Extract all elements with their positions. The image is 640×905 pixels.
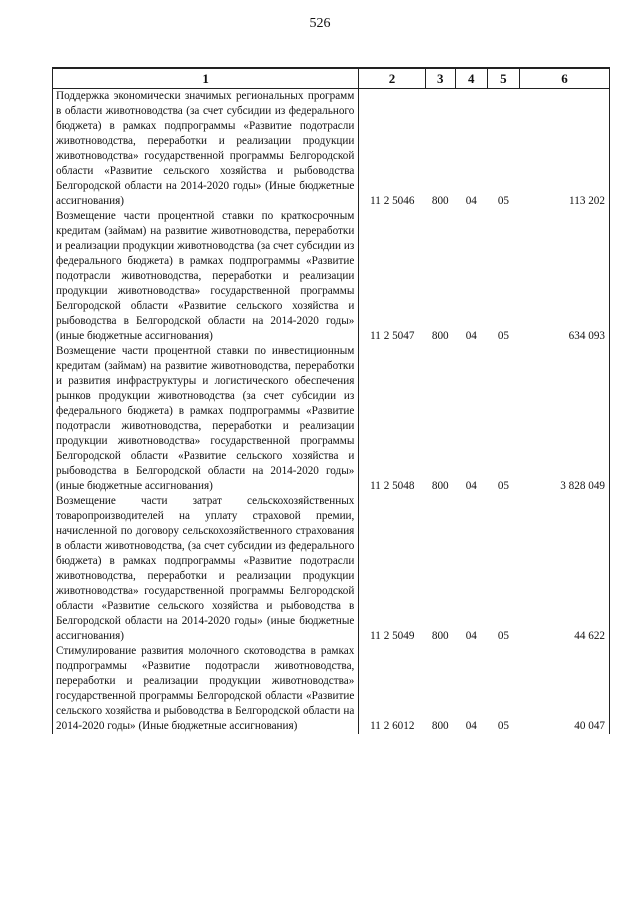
row-col-3: 800 <box>431 195 449 207</box>
header-col-1: 1 <box>53 68 359 89</box>
row-code: 11 2 6012 <box>370 720 415 732</box>
row-col-3: 800 <box>431 630 449 642</box>
row-description: Стимулирование развития молочного скотоводства в рамках подпрограммы «Развитие подотрасли животноводства, переработки и реализации продукции животноводства» государственной программы Белгородской области «Развитие сельского хозяйства и рыбоводства в Белгородской области на 2014-2020 годы» (Иные бюджетные ассигнования) <box>53 644 359 734</box>
row-col-4: 04 <box>465 480 477 492</box>
row-code: 11 2 5048 <box>370 480 415 492</box>
row-col-4: 04 <box>465 720 477 732</box>
row-amount: 634 093 <box>519 209 609 344</box>
row-col-4: 04 <box>465 630 477 642</box>
row-col-4: 04 <box>465 330 477 342</box>
row-col-4: 04 <box>465 195 477 207</box>
header-col-4: 4 <box>455 68 487 89</box>
row-code: 11 2 5049 <box>370 630 415 642</box>
row-amount: 3 828 049 <box>519 344 609 494</box>
row-amount: 44 622 <box>519 494 609 644</box>
table-row <box>53 494 610 644</box>
header-col-5: 5 <box>487 68 519 89</box>
table-row <box>53 89 610 210</box>
page-number: 526 <box>309 16 331 31</box>
row-col-5: 05 <box>497 480 510 492</box>
header-col-3: 3 <box>425 68 455 89</box>
row-col-5: 05 <box>497 630 510 642</box>
row-amount: 40 047 <box>519 644 609 734</box>
row-amount: 113 202 <box>519 89 609 210</box>
header-col-6: 6 <box>519 68 609 89</box>
row-description: Поддержка экономически значимых региональных программ в области животноводства (за счет субсидии из федерального бюджета) в рамках подпрограммы «Развитие подотрасли животноводства, переработки и реализации продукции животноводства» государственной программы Белгородской области «Развитие сельского хозяйства и рыбоводства Белгородской области на 2014-2020 годы» (Иные бюджетные ассигнования) <box>53 89 359 210</box>
row-code: 11 2 5047 <box>370 330 415 342</box>
row-code: 11 2 5046 <box>370 195 415 207</box>
row-description: Возмещение части затрат сельскохозяйственных товаропроизводителей на уплату страховой премии, начисленной по договору сельскохозяйственного страхования в области животноводства, (за счет субсидии из федерального бюджета) в рамках подпрограммы «Развитие подотрасли животноводства, переработки и реализации продукции животноводства» государственной программы Белгородской области «Развитие сельского хозяйства и рыбоводства в Белгородской области на 2014-2020 годы» (иные бюджетные ассигнования) <box>53 494 359 644</box>
row-col-5: 05 <box>497 720 510 732</box>
table-row <box>53 644 610 734</box>
table-row <box>53 209 610 344</box>
header-col-2: 2 <box>359 68 425 89</box>
table-header-row <box>53 68 610 89</box>
row-description: Возмещение части процентной ставки по краткосрочным кредитам (займам) на развитие животноводства, переработки и реализации продукции животноводства (за счет субсидии из федерального бюджета) в рамках подпрограммы «Развитие подотрасли животноводства, переработки и реализации продукции животноводства» государственной программы Белгородской области «Развитие сельского хозяйства и рыбоводства в Белгородской области на 2014-2020 годы» (иные бюджетные ассигнования) <box>53 209 359 344</box>
row-description: Возмещение части процентной ставки по инвестиционным кредитам (займам) на развитие животноводства, переработки и развития инфраструктуры и логистического обеспечения рынков продукции животноводства (за счет субсидии из федерального бюджета) в рамках подпрограммы «Развитие подотрасли животноводства, переработки и реализации продукции животноводства» государственной программы Белгородской области «Развитие сельского хозяйства и рыбоводства в Белгородской области на 2014-2020 годы» (иные бюджетные ассигнования) <box>53 344 359 494</box>
budget-table <box>52 67 610 734</box>
row-col-3: 800 <box>431 480 449 492</box>
row-col-3: 800 <box>431 720 449 732</box>
row-col-3: 800 <box>431 330 449 342</box>
row-col-5: 05 <box>497 195 510 207</box>
row-col-5: 05 <box>497 330 510 342</box>
table-row <box>53 344 610 494</box>
